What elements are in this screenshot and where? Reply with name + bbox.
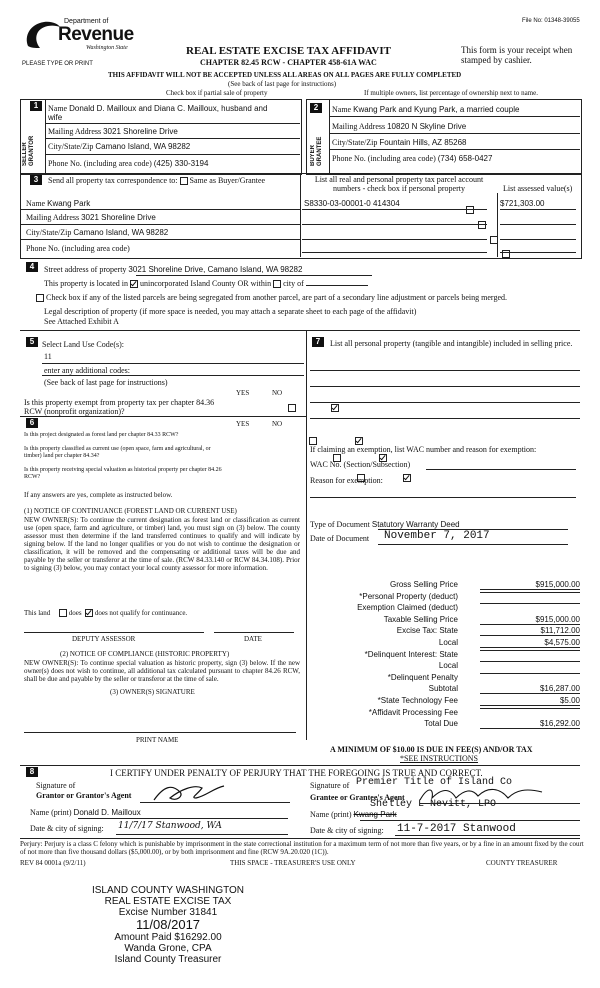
same-as-buyer-checkbox[interactable] [180, 177, 188, 185]
perjury-notice: Perjury: Perjury is a class C felony which is punishable by imprisonment in the state correctional institution for a maximum term of not more than five years, or by a fine in an amount fixed by the court of not more than five thousand dollars ($5,000.00), or by both imprisonment and fine (RCW 9A.20.020 (1C)). [20, 840, 584, 856]
within-city-checkbox[interactable] [273, 280, 281, 288]
section-6-no-header: NO [272, 420, 283, 428]
buyer-city-row [332, 138, 467, 147]
seller-name-value-2: wife [48, 113, 63, 122]
multiple-owners-note: If multiple owners, list percentage of ownership next to name. [364, 89, 538, 97]
grantor-date-row [30, 824, 104, 833]
does-qualify-checkbox[interactable] [59, 609, 67, 617]
legal-description-value: See Attached Exhibit A [44, 317, 119, 326]
located-in-label: This property is located in [44, 279, 128, 288]
totals-row-value [480, 650, 580, 651]
segregated-row [36, 293, 507, 302]
compliance-title: (2) NOTICE OF COMPLIANCE (HISTORIC PROPERTY) [60, 650, 230, 658]
section-5-yes-header: YES [236, 389, 250, 397]
totals-row-label: Gross Selling Price [389, 580, 458, 589]
section-5-number: 5 [26, 337, 38, 347]
corr-phone-label: Phone No. (including area code) [26, 244, 130, 253]
section-6-yes-header: YES [236, 420, 250, 428]
street-address-row [44, 265, 302, 274]
section-7-number: 7 [312, 337, 324, 347]
totals-row [300, 708, 580, 718]
grantor-date-value: 11/7/17 Stanwood, WA [118, 821, 222, 831]
form-title: REAL ESTATE EXCISE TAX AFFIDAVIT [186, 45, 391, 57]
totals-row-label: Total Due [424, 719, 458, 729]
minimum-fee-note: A MINIMUM OF $10.00 IS DUE IN FEE(S) AND/OR TAX [330, 745, 533, 754]
partial-sale-label: Check box if partial sale of property [166, 89, 268, 97]
county-treasurer-label: COUNTY TREASURER [486, 859, 558, 867]
buyer-mailing-row [332, 122, 466, 131]
corr-mailing-value: 3021 Shoreline Drive [81, 213, 156, 222]
correspondence-header-text: Send all property tax correspondence to: [48, 176, 178, 185]
corr-name-row [26, 199, 90, 208]
document-type-label: Type of Document [310, 520, 370, 529]
totals-row [300, 684, 580, 694]
totals-row [300, 696, 580, 706]
continuance-body: NEW OWNER(S): To continue the current designation as forest land or classification as current use (open space, farm and agriculture, or timber) land, you must sign on (3) below. The county assessor must then determine if the land transferred continues to qualify and will indicate by signing below. If the land no longer qualifies or you do not wish to continue the designation or classification, it will be removed and the compensating or additional taxes will be due and payable by the seller or transferor at the time of sale. (RCW 84.33.140 or RCW 84.34.108). Prior to signing (3) below, you may contact your local county assessor for more information. [24, 516, 300, 572]
unincorporated-label: unincorporated Island County OR within [139, 279, 272, 288]
document-type-value: Statutory Warranty Deed [371, 520, 460, 529]
buyer-grantee-label: BUYER GRANTEE [310, 136, 323, 166]
document-date-label: Date of Document [310, 534, 370, 543]
totals-row-label: Exemption Claimed (deduct) [357, 603, 458, 613]
seller-mailing-label: Mailing Address [48, 127, 102, 136]
totals-row-value: $915,000.00 [480, 615, 580, 625]
totals-row [300, 661, 580, 671]
totals-row [300, 673, 580, 683]
segregated-checkbox[interactable] [36, 294, 44, 302]
logo-department-text: Department of [64, 18, 109, 25]
does-label: does [68, 609, 82, 617]
buyer-phone-value: (734) 658-0427 [437, 154, 493, 163]
nonprofit-yes-checkbox[interactable] [288, 404, 296, 412]
section-2-number: 2 [310, 103, 322, 113]
see-back-note: (See back of last page for instructions) [228, 80, 337, 88]
grantor-signature-of-label: Signature of [36, 781, 76, 790]
totals-row-value [480, 603, 580, 604]
continuance-title: (1) NOTICE OF CONTINUANCE (FOREST LAND OR CURRENT USE) [24, 507, 237, 515]
totals-row [300, 603, 580, 613]
document-date-value: November 7, 2017 [384, 530, 490, 542]
totals-row [300, 626, 580, 636]
stamp-treasurer-name: Wanda Grone, CPA [124, 943, 212, 954]
parcel-number-1: S8330-03-00001-0 414304 [304, 199, 400, 208]
totals-row-value: $16,287.00 [480, 684, 580, 694]
treasurer-use-label: THIS SPACE - TREASURER'S USE ONLY [230, 859, 356, 867]
land-use-label: Select Land Use Code(s): [42, 340, 124, 349]
totals-row-value [480, 592, 580, 593]
totals-row-label: Subtotal [428, 684, 458, 694]
stamp-tax-type: REAL ESTATE EXCISE TAX [104, 896, 232, 907]
this-land-label: This land [24, 609, 51, 617]
buyer-mailing-label: Mailing Address [332, 122, 386, 131]
please-type-note: PLEASE TYPE OR PRINT [22, 61, 93, 67]
see-instructions-note: *SEE INSTRUCTIONS [400, 754, 479, 763]
nonprofit-no-checkbox[interactable] [331, 404, 339, 412]
buyer-name-label: Name [332, 105, 352, 114]
grantor-agent-label: Grantor or Grantor's Agent [36, 791, 132, 800]
seller-mailing-row [48, 127, 178, 136]
deputy-assessor-label: DEPUTY ASSESSOR [72, 635, 136, 643]
buyer-phone-row [332, 154, 492, 163]
seller-city-value: Camano Island, WA 98282 [95, 142, 191, 151]
same-as-buyer-label: Same as Buyer/Grantee [189, 176, 266, 185]
grantor-name-value: Donald D. Mailloux [73, 808, 141, 817]
totals-row-label: *Affidavit Processing Fee [368, 707, 458, 717]
totals-row [300, 615, 580, 625]
exemption-label: If claiming an exemption, list WAC number and reason for exemption: [310, 445, 537, 454]
totals-row-label: Excise Tax: State [396, 626, 458, 636]
revenue-swoosh-icon [22, 18, 62, 50]
grantee-date-label: Date & city of signing: [310, 826, 384, 835]
totals-row-value: $16,292.00 [480, 719, 580, 729]
does-not-label: does not [94, 609, 119, 617]
street-address-value: 3021 Shoreline Drive, Camano Island, WA 98282 [128, 265, 303, 274]
section-1-number: 1 [30, 101, 42, 111]
buyer-name-value: Kwang Park and Kyung Park, a married couple [353, 105, 520, 114]
legal-description-label: Legal description of property (if more space is needed, you may attach a separate sheet to each page of the affidavit) [44, 307, 417, 316]
grantor-name-label: Name (print) [30, 808, 72, 817]
warning-banner: THIS AFFIDAVIT WILL NOT BE ACCEPTED UNLESS ALL AREAS ON ALL PAGES ARE FULLY COMPLETED [108, 71, 462, 79]
personal-property-label: List all personal property (tangible and intangible) included in selling price. [330, 339, 573, 348]
logo-revenue-text: Revenue [58, 24, 134, 45]
buyer-name-row [332, 105, 519, 114]
corr-city-value: Camano Island, WA 98282 [73, 228, 169, 237]
nonprofit-question: Is this property exempt from property tax per chapter 84.36 RCW (nonprofit organization)? [24, 398, 215, 416]
compliance-body: NEW OWNER(S): To continue special valuation as historic property, sign (3) below. If the new owner(s) does not wish to continue, all additional tax calculated pursuant to chapter 84.26 RCW, shall be due and payable by the seller or transferor at the time of sale. [24, 659, 300, 683]
grantee-stamp-title-company: Premier Title of Island Co [356, 777, 513, 788]
personal-property-checkbox-3[interactable] [490, 236, 498, 244]
corr-city-row [26, 228, 168, 237]
buyer-city-label: City/State/Zip [332, 138, 378, 147]
grantee-name-row [310, 810, 397, 819]
seller-phone-value: (425) 330-3194 [153, 159, 209, 168]
totals-row-label: *Personal Property (deduct) [359, 591, 458, 601]
forest-land-question: Is this project designated as forest land per chapter 84.33 RCW? [24, 432, 179, 438]
continuance-choice-row [24, 609, 187, 617]
wac-number-label: WAC No. (Section/Subsection) [310, 460, 411, 469]
city-of-label: city of [283, 279, 304, 288]
assessed-value-header: List assessed value(s) [503, 184, 573, 193]
stamp-amount-paid: Amount Paid $16292.00 [114, 932, 222, 943]
street-address-label: Street address of property [44, 265, 127, 274]
print-name-label: PRINT NAME [136, 736, 179, 744]
corr-name-value: Kwang Park [47, 199, 91, 208]
corr-mailing-row [26, 213, 156, 222]
section-8-number: 8 [26, 767, 38, 777]
stamp-excise-number: Excise Number 31841 [118, 907, 218, 918]
seller-city-label: City/State/Zip [48, 142, 94, 151]
historic-question: Is this property receiving special valuation as historical property per chapter 84.26 RCW? [24, 467, 222, 480]
totals-row [300, 580, 580, 590]
document-type-row [310, 520, 460, 529]
corr-mailing-label: Mailing Address [26, 213, 80, 222]
seller-phone-label: Phone No. (including area code) [48, 159, 152, 168]
totals-row-value [480, 661, 580, 662]
personal-property-checkbox-2[interactable] [478, 221, 486, 229]
seller-city-row [48, 142, 190, 151]
grantee-stamp-agent: Shelley L Nevitt, LPO [370, 799, 497, 810]
segregated-label: Check box if any of the listed parcels are being segregated from another parcel, are part of a secondary line adjustment or parcels being merged. [46, 293, 507, 302]
totals-row-value: $915,000.00 [480, 580, 580, 590]
certify-statement: I CERTIFY UNDER PENALTY OF PERJURY THAT THE FOREGOING IS TRUE AND CORRECT. [110, 768, 483, 778]
grantee-name-value: Kwang Park [353, 810, 397, 819]
totals-row [300, 719, 580, 729]
totals-row-value [480, 673, 580, 674]
stamp-county: ISLAND COUNTY WASHINGTON [91, 885, 245, 896]
totals-row-label: Local [438, 638, 458, 647]
historic-no-checkbox[interactable] [403, 474, 411, 482]
corr-name-label: Name [26, 199, 46, 208]
exemption-reason-label: Reason for exemption: [310, 476, 383, 485]
grantee-date-value: 11-7-2017 Stanwood [397, 823, 516, 835]
seller-name-label: Name [48, 104, 68, 113]
totals-row-label: *Delinquent Penalty [387, 672, 458, 682]
stamp-date: 11/08/2017 [135, 917, 201, 932]
personal-property-checkbox-4[interactable] [502, 250, 510, 258]
grantor-date-label: Date & city of signing: [30, 824, 104, 833]
corr-city-label: City/State/Zip [26, 228, 72, 237]
form-chapter: CHAPTER 82.45 RCW - CHAPTER 458-61A WAC [200, 58, 377, 67]
land-use-see-back: (See back of last page for instructions) [44, 378, 168, 387]
totals-row-value: $5.00 [480, 696, 580, 706]
totals-row-label: *State Technology Fee [377, 696, 458, 705]
additional-codes-label: enter any additional codes: [44, 366, 130, 375]
buyer-phone-label: Phone No. (including area code) [332, 154, 436, 163]
does-not-qualify-checkbox[interactable] [85, 609, 93, 617]
file-number: File No: 01348-39055 [522, 18, 580, 24]
owner-signature-label: (3) OWNER(S) SIGNATURE [110, 688, 195, 696]
section-3-number: 3 [30, 175, 42, 185]
section-5-no-header: NO [272, 389, 283, 397]
parcel-list-header: List all real and personal property tax parcel account numbers - check box if personal property [314, 175, 484, 193]
unincorporated-checkbox[interactable] [130, 280, 138, 288]
stamp-treasurer-title: Island County Treasurer [114, 954, 222, 965]
personal-property-checkbox-1[interactable] [466, 206, 474, 214]
assessed-value-1: $721,303.00 [500, 199, 545, 208]
treasurer-stamp [88, 885, 248, 965]
seller-phone-row [48, 159, 208, 168]
assessor-date-label: DATE [244, 635, 262, 643]
totals-row [300, 638, 580, 648]
located-in-row [44, 279, 368, 288]
seller-grantor-label: SELLER GRANTOR [22, 135, 35, 166]
totals-row-label: Local [438, 661, 458, 671]
land-use-value: 11 [44, 352, 52, 361]
section-4-number: 4 [26, 262, 38, 272]
grantee-name-label: Name (print) [310, 810, 352, 819]
totals-row-value [480, 708, 580, 709]
grantee-signature-of-label: Signature of [310, 781, 350, 790]
qualify-label: qualify for continuance. [120, 609, 188, 617]
receipt-note: This form is your receipt when stamped by cashier. [461, 45, 573, 65]
if-yes-instruction: If any answers are yes, complete as instructed below. [24, 491, 173, 499]
grantor-name-row [30, 808, 141, 817]
totals-row-label: *Delinquent Interest: State [364, 649, 458, 659]
form-revision: REV 84 0001a (9/2/11) [20, 859, 86, 867]
buyer-mailing-value: 10820 N Skyline Drive [387, 122, 467, 131]
grantee-agent-label: Grantee or Grantee's Agent [310, 793, 405, 802]
totals-row-label: Taxable Selling Price [383, 614, 458, 624]
section-6-number: 6 [26, 418, 38, 428]
totals-row [300, 650, 580, 660]
correspondence-header [48, 176, 265, 185]
seller-name-value: Donald D. Mailloux and Diana C. Mailloux, husband and [69, 104, 268, 113]
seller-name-row [48, 104, 298, 113]
logo-washington-text: Washington State [86, 45, 128, 51]
current-use-question: Is this property classified as current use (open space, farm and agricultural, or timber) land per chapter 84.34? [24, 446, 211, 459]
totals-row-value: $4,575.00 [480, 638, 580, 648]
totals-row [300, 592, 580, 602]
seller-mailing-value: 3021 Shoreline Drive [103, 127, 178, 136]
department-of-revenue-logo [22, 16, 132, 60]
totals-row-value: $11,712.00 [480, 626, 580, 636]
buyer-city-value: Fountain Hills, AZ 85268 [379, 138, 467, 147]
